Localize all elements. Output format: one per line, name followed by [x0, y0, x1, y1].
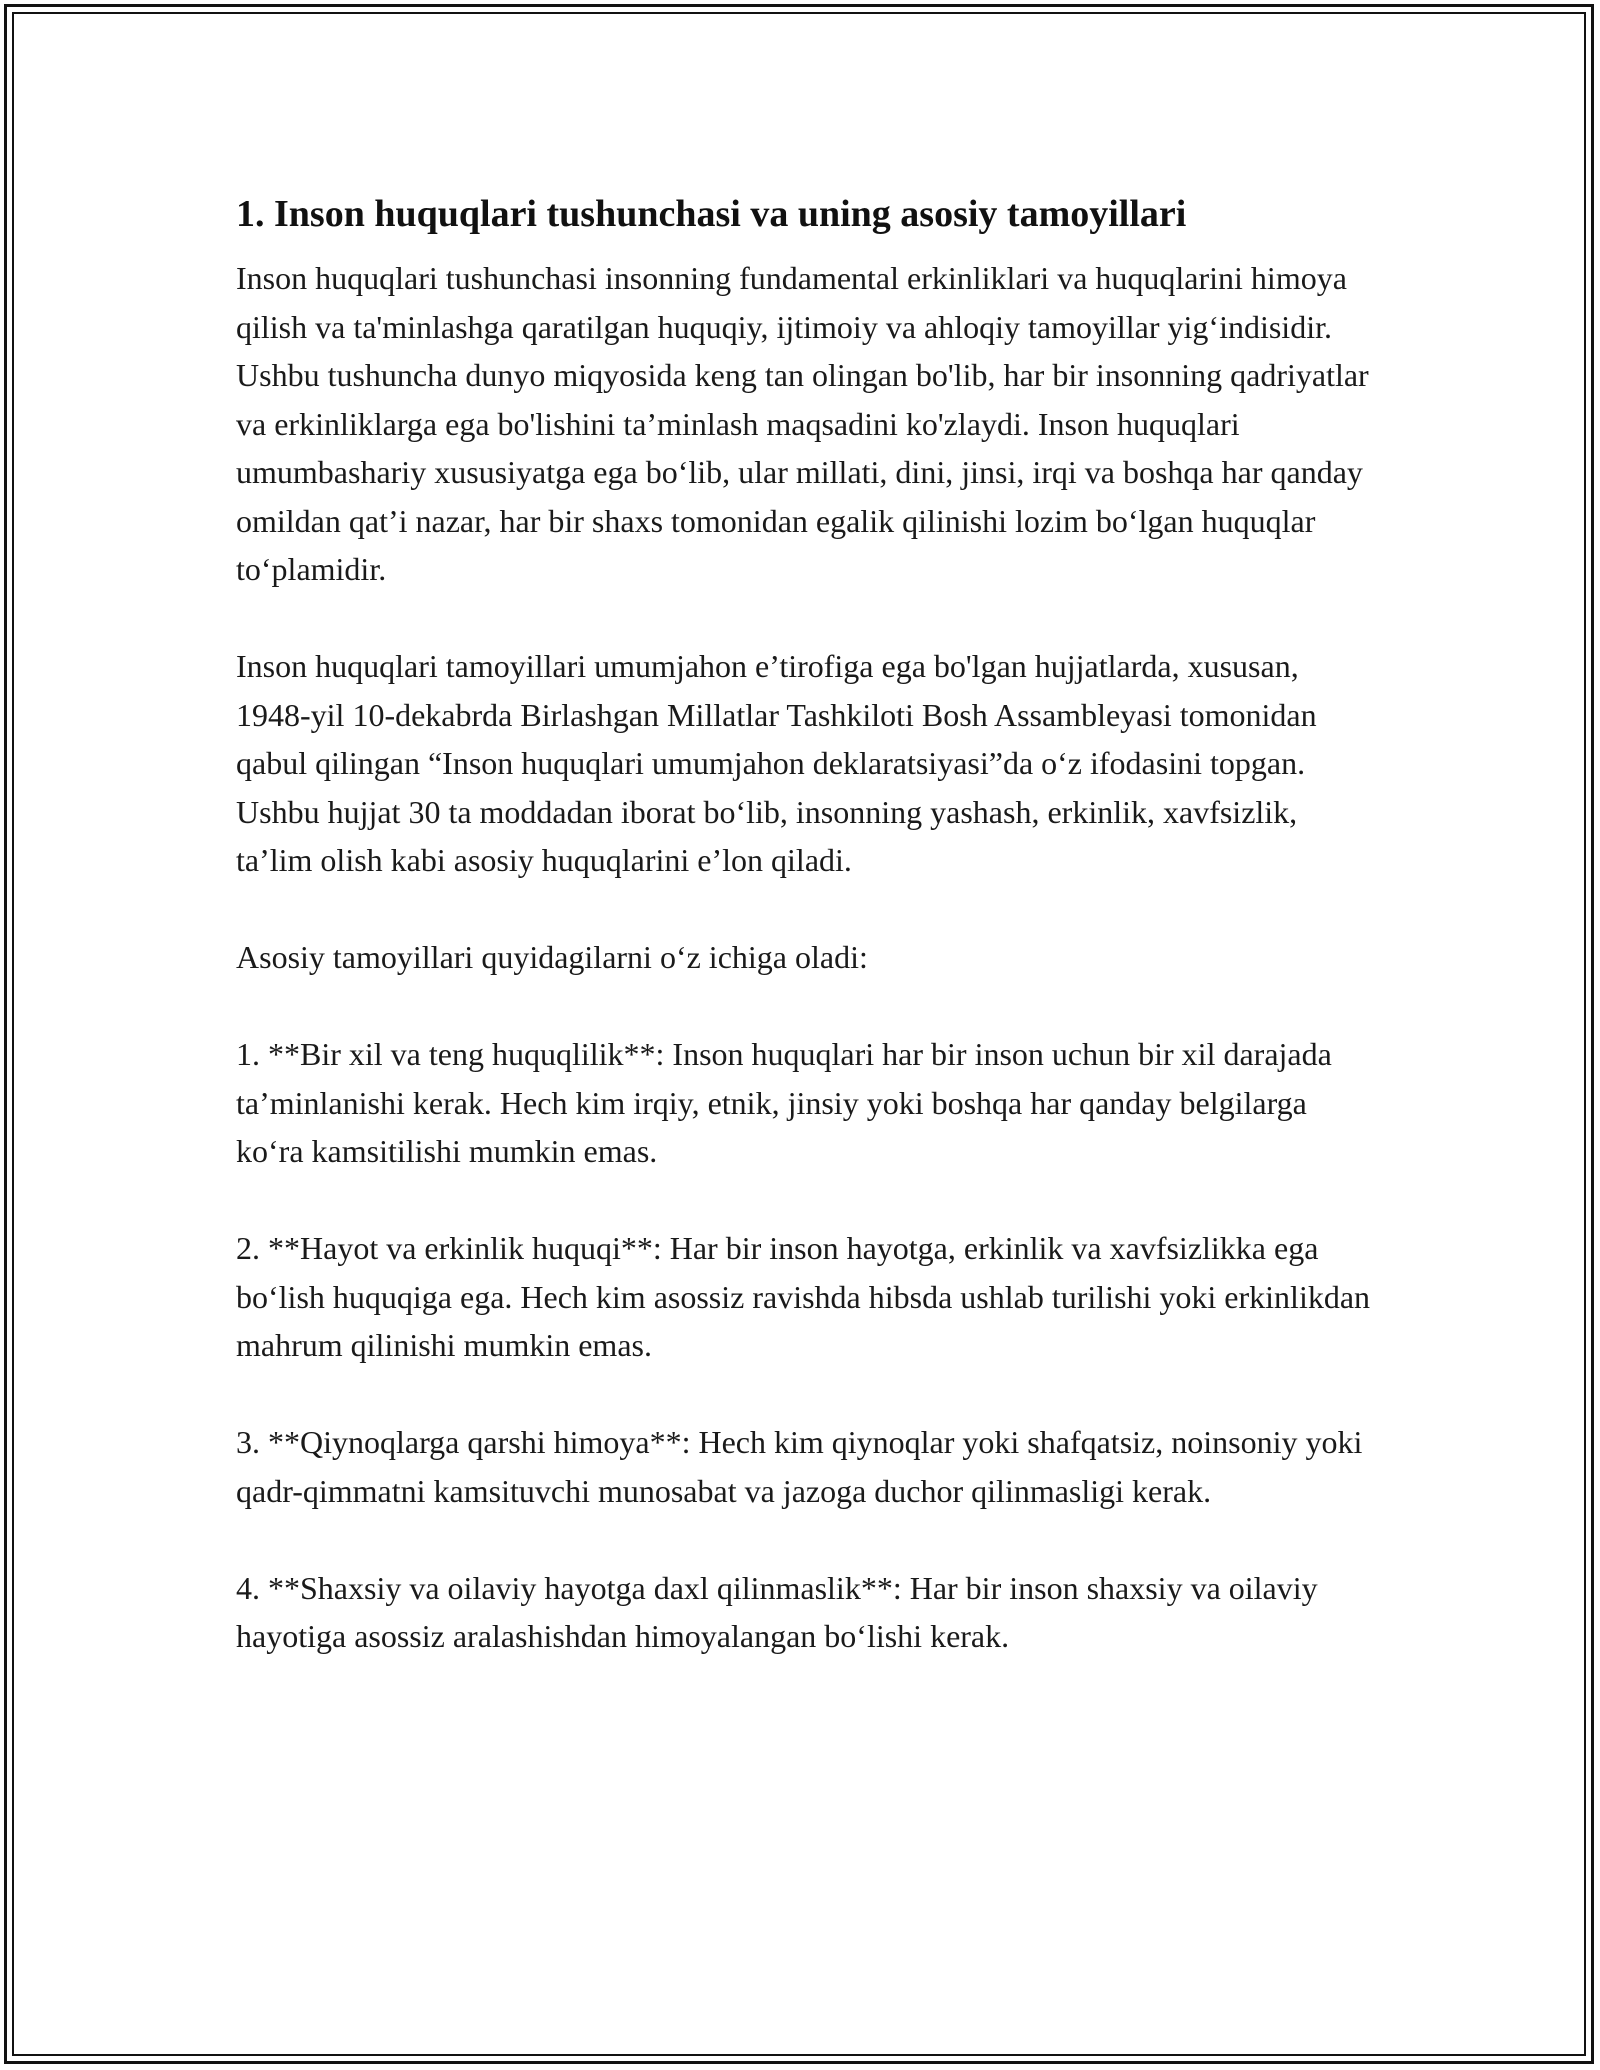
paragraph-spacer: [236, 594, 1376, 643]
paragraph-definition: Inson huquqlari tushunchasi insonning fundamental erkinliklari va huquqlarini himoya qilish va ta'minlashga qaratilgan huquqiy, ijtimoiy va ahloqiy tamoyillar yig‘indisidir. Ushbu tushuncha dunyo miqyosida keng tan olingan bo'lib, har bir insonning qadriyatlar va erkinliklarga ega bo'lishini ta’minlash maqsadini ko'zlaydi. Inson huquqlari umumbashariy xususiyatga ega bo‘lib, ular millati, dini, jinsi, irqi va boshqa har qanday omildan qat’i nazar, har bir shaxs tomonidan egalik qilinishi lozim bo‘lgan huquqlar to‘plamidir.: [236, 260, 1369, 587]
list-item-life-liberty: 2. **Hayot va erkinlik huquqi**: Har bir inson hayotga, erkinlik va xavfsizlikka ega bo‘lish huquqiga ega. Hech kim asossiz ravishda hibsda ushlab turilishi yoki erkinlikdan mahrum qilinishi mumkin emas.: [236, 1230, 1371, 1363]
paragraph-spacer: [236, 1515, 1376, 1564]
paragraph-spacer: [236, 1370, 1376, 1419]
document-body: [236, 188, 1376, 1661]
list-item-torture-protection: 3. **Qiynoqlarga qarshi himoya**: Hech kim qiynoqlar yoki shafqatsiz, noinsoniy yoki qadr-qimmatni kamsituvchi munosabat va jazoga duchor qilinmasligi kerak.: [236, 1424, 1363, 1509]
paragraph-principles-intro: Asosiy tamoyillari quyidagilarni o‘z ichiga oladi:: [236, 939, 868, 975]
paragraph-spacer: [236, 885, 1376, 934]
paragraph-spacer: [236, 982, 1376, 1031]
document-title: 1. Inson huquqlari tushunchasi va uning asosiy tamoyillari: [236, 193, 1187, 235]
list-item-privacy: 4. **Shaxsiy va oilaviy hayotga daxl qilinmaslik**: Har bir inson shaxsiy va oilaviy hayotiga asossiz aralashishdan himoyalangan bo‘lishi kerak.: [236, 1569, 1318, 1654]
list-item-equality: 1. **Bir xil va teng huquqlilik**: Inson huquqlari har bir inson uchun bir xil darajada ta’minlanishi kerak. Hech kim irqiy, etnik, jinsiy yoki boshqa har qanday belgilarga ko‘ra kamsitilishi mumkin emas.: [236, 1036, 1332, 1169]
paragraph-declaration: Inson huquqlari tamoyillari umumjahon e’tirofiga ega bo'lgan hujjatlarda, xususan, 1948-yil 10-dekabrda Birlashgan Millatlar Tashkiloti Bosh Assambleyasi tomonidan qabul qilingan “Inson huquqlari umumjahon deklaratsiyasi”da o‘z ifodasini topgan. Ushbu hujjat 30 ta moddadan iborat bo‘lib, insonning yashash, erkinlik, xavfsizlik, ta’lim olish kabi asosiy huquqlarini e’lon qiladi.: [236, 648, 1317, 878]
paragraph-spacer: [236, 1176, 1376, 1225]
